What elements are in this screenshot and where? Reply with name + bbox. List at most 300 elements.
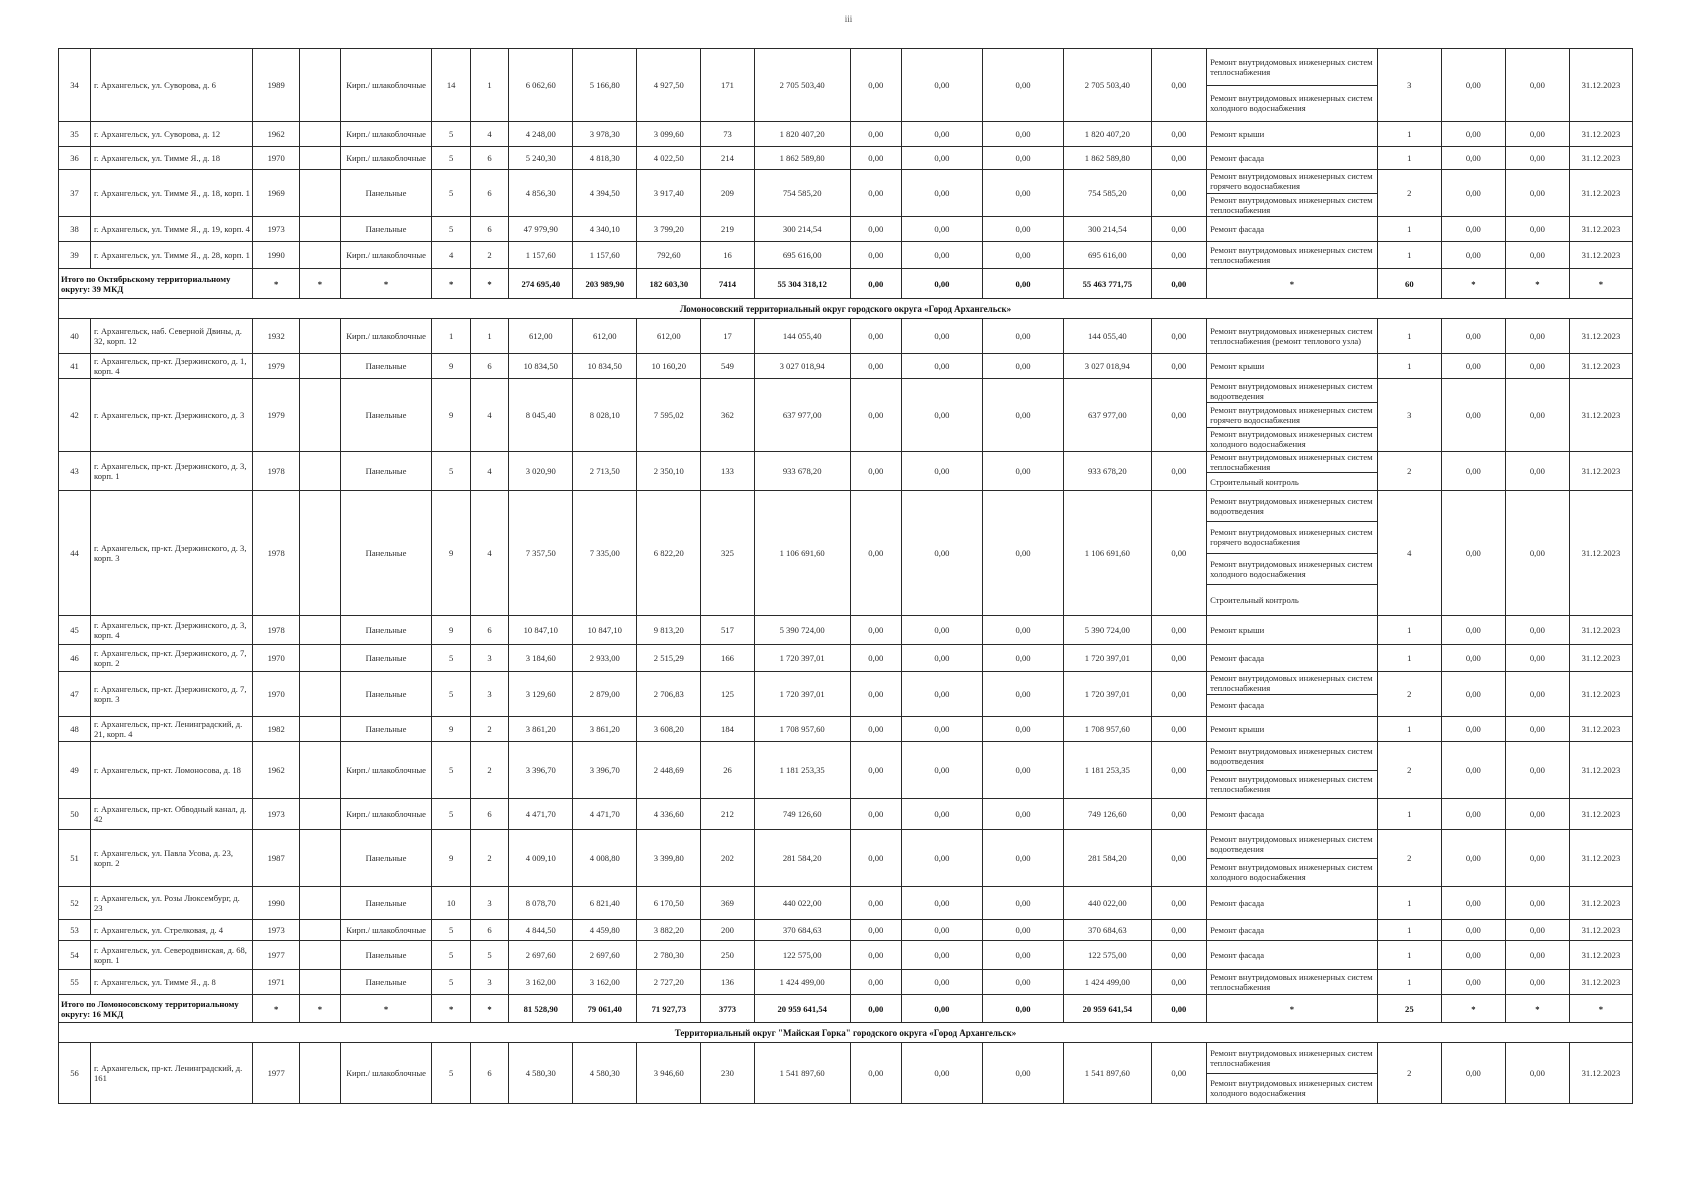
address-cell: г. Архангельск, пр-кт. Дзержинского, д. 7, корп. 2 <box>91 645 253 672</box>
work-item: Ремонт внутридомовых инженерных систем теплоснабжения <box>1207 49 1377 86</box>
residents-cell: 200 <box>701 920 754 941</box>
value-cell: 0,00 <box>1441 1043 1505 1104</box>
works-list <box>1207 672 1377 716</box>
row-number-cell: 54 <box>59 941 91 970</box>
living-area-cell: 4 336,60 <box>637 799 701 830</box>
work-item: Ремонт внутридомовых инженерных систем водоотведения <box>1207 491 1377 522</box>
entrances-cell: 3 <box>470 672 508 717</box>
residents-cell: 184 <box>701 717 754 742</box>
fund-owners-cell: 1 862 589,80 <box>1064 147 1152 170</box>
entrances-cell: 1 <box>470 319 508 354</box>
fund-other-cell: 0,00 <box>1151 170 1206 217</box>
deadline-date-cell: 31.12.2023 <box>1569 354 1632 379</box>
entrances-cell: 4 <box>470 122 508 147</box>
table-row <box>59 799 1633 830</box>
build-year-cell: 1970 <box>253 672 300 717</box>
address-cell: г. Архангельск, ул. Павла Усова, д. 23, корп. 2 <box>91 830 253 887</box>
living-area-cell: 2 780,30 <box>637 941 701 970</box>
fund-federal-cell: 0,00 <box>850 645 901 672</box>
works-list <box>1207 122 1377 146</box>
works-count-cell: 1 <box>1377 941 1441 970</box>
fund-owners-cell: 440 022,00 <box>1064 887 1152 920</box>
works-cell <box>1207 170 1378 217</box>
work-item: Ремонт внутридомовых инженерных систем холодного водоснабжения <box>1210 429 1373 450</box>
fund-regional-cell: 0,00 <box>901 941 982 970</box>
works-count-cell: 1 <box>1377 242 1441 269</box>
fund-other-cell: 0,00 <box>1151 941 1206 970</box>
value-cell: 0,00 <box>1505 452 1569 491</box>
fund-owners-cell: 370 684,63 <box>1064 920 1152 941</box>
fund-federal-cell: 0,00 <box>850 379 901 452</box>
total-area-cell: 4 844,50 <box>509 920 573 941</box>
total-cost-cell: 122 575,00 <box>754 941 850 970</box>
row-number-cell: 51 <box>59 830 91 887</box>
build-year-cell: 1970 <box>253 147 300 170</box>
table-row <box>59 319 1633 354</box>
fund-owners-cell: 3 027 018,94 <box>1064 354 1152 379</box>
floors-cell: 5 <box>432 799 470 830</box>
works-cell <box>1207 830 1378 887</box>
blank-cell <box>300 717 341 742</box>
build-year-cell: 1973 <box>253 799 300 830</box>
total-cost-cell: 749 126,60 <box>754 799 850 830</box>
fund-federal-cell: 0,00 <box>850 354 901 379</box>
works-count-cell: 3 <box>1377 379 1441 452</box>
entrances-cell: 3 <box>470 887 508 920</box>
row-number-cell: 36 <box>59 147 91 170</box>
living-area-cell: 3 882,20 <box>637 920 701 941</box>
address-cell: г. Архангельск, пр-кт. Дзержинского, д. 3 <box>91 379 253 452</box>
value-cell: 0,00 <box>1505 970 1569 995</box>
residents-cell: 219 <box>701 217 754 242</box>
value-cell: 0,00 <box>1441 830 1505 887</box>
residential-area-cell: 10 834,50 <box>573 354 637 379</box>
floors-cell: 10 <box>432 887 470 920</box>
work-item: Строительный контроль <box>1210 594 1299 605</box>
work-item: Ремонт фасада <box>1210 153 1265 163</box>
deadline-date-cell: 31.12.2023 <box>1569 970 1632 995</box>
floors-cell: 5 <box>432 170 470 217</box>
wall-material-cell: Кирп./ шлакоблочные <box>340 147 432 170</box>
blank-cell <box>300 920 341 941</box>
total-cost-cell: 3 027 018,94 <box>754 354 850 379</box>
works-cell <box>1207 920 1378 941</box>
fund-other-cell: 0,00 <box>1151 319 1206 354</box>
fund-regional-cell: 0,00 <box>901 170 982 217</box>
works-cell <box>1207 122 1378 147</box>
wall-material-cell: Кирп./ шлакоблочные <box>340 49 432 122</box>
fund-local-cell: 0,00 <box>983 452 1064 491</box>
total-value-cell: 0,00 <box>1151 995 1206 1023</box>
entrances-cell: 6 <box>470 147 508 170</box>
fund-regional-cell: 0,00 <box>901 616 982 645</box>
fund-other-cell: 0,00 <box>1151 1043 1206 1104</box>
fund-regional-cell: 0,00 <box>901 122 982 147</box>
wall-material-cell: Кирп./ шлакоблочные <box>340 742 432 799</box>
residential-area-cell: 8 028,10 <box>573 379 637 452</box>
fund-regional-cell: 0,00 <box>901 491 982 616</box>
blank-cell <box>300 319 341 354</box>
fund-regional-cell: 0,00 <box>901 799 982 830</box>
work-item: Ремонт фасада <box>1210 925 1265 935</box>
works-cell <box>1207 799 1378 830</box>
residential-area-cell: 2 713,50 <box>573 452 637 491</box>
row-number-cell: 50 <box>59 799 91 830</box>
works-list <box>1207 920 1377 940</box>
wall-material-cell: Панельные <box>340 217 432 242</box>
build-year-cell: 1973 <box>253 217 300 242</box>
total-value-cell: 55 463 771,75 <box>1064 269 1152 299</box>
table-row <box>59 887 1633 920</box>
works-list <box>1207 742 1377 798</box>
total-placeholder-cell: * <box>253 995 300 1023</box>
fund-regional-cell: 0,00 <box>901 379 982 452</box>
fund-federal-cell: 0,00 <box>850 616 901 645</box>
blank-cell <box>300 170 341 217</box>
residential-area-cell: 4 394,50 <box>573 170 637 217</box>
capital-repair-table-sheet <box>58 48 1633 1104</box>
fund-owners-cell: 1 708 957,60 <box>1064 717 1152 742</box>
works-cell <box>1207 147 1378 170</box>
works-count-cell: 2 <box>1377 830 1441 887</box>
row-number-cell: 46 <box>59 645 91 672</box>
fund-federal-cell: 0,00 <box>850 1043 901 1104</box>
living-area-cell: 3 946,60 <box>637 1043 701 1104</box>
repair-schedule-table <box>58 48 1633 1104</box>
entrances-cell: 2 <box>470 717 508 742</box>
fund-owners-cell: 1 820 407,20 <box>1064 122 1152 147</box>
residential-area-cell: 3 162,00 <box>573 970 637 995</box>
floors-cell: 9 <box>432 491 470 616</box>
fund-local-cell: 0,00 <box>983 319 1064 354</box>
fund-owners-cell: 2 705 503,40 <box>1064 49 1152 122</box>
residents-cell: 517 <box>701 616 754 645</box>
build-year-cell: 1978 <box>253 452 300 491</box>
build-year-cell: 1977 <box>253 1043 300 1104</box>
total-placeholder-cell: * <box>432 269 470 299</box>
total-cost-cell: 637 977,00 <box>754 379 850 452</box>
wall-material-cell: Панельные <box>340 887 432 920</box>
total-area-cell: 4 248,00 <box>509 122 573 147</box>
work-item: Ремонт крыши <box>1210 129 1265 139</box>
value-cell: 0,00 <box>1441 49 1505 122</box>
residential-area-cell: 6 821,40 <box>573 887 637 920</box>
blank-cell <box>300 1043 341 1104</box>
district-total-row <box>59 995 1633 1023</box>
value-cell: 0,00 <box>1441 452 1505 491</box>
fund-other-cell: 0,00 <box>1151 616 1206 645</box>
total-area-cell: 4 009,10 <box>509 830 573 887</box>
residential-area-cell: 10 847,10 <box>573 616 637 645</box>
total-placeholder-cell: * <box>340 995 432 1023</box>
works-cell <box>1207 452 1378 491</box>
value-cell: 0,00 <box>1441 491 1505 616</box>
fund-owners-cell: 1 541 897,60 <box>1064 1043 1152 1104</box>
fund-federal-cell: 0,00 <box>850 217 901 242</box>
row-number-cell: 48 <box>59 717 91 742</box>
fund-local-cell: 0,00 <box>983 147 1064 170</box>
total-value-cell: 182 603,30 <box>637 269 701 299</box>
entrances-cell: 6 <box>470 170 508 217</box>
wall-material-cell: Панельные <box>340 717 432 742</box>
address-cell: г. Архангельск, ул. Стрелковая, д. 4 <box>91 920 253 941</box>
floors-cell: 9 <box>432 354 470 379</box>
value-cell: 0,00 <box>1441 941 1505 970</box>
address-cell: г. Архангельск, пр-кт. Обводный канал, д. 42 <box>91 799 253 830</box>
value-cell: 0,00 <box>1505 717 1569 742</box>
value-cell: 0,00 <box>1441 379 1505 452</box>
fund-owners-cell: 122 575,00 <box>1064 941 1152 970</box>
fund-local-cell: 0,00 <box>983 672 1064 717</box>
fund-regional-cell: 0,00 <box>901 887 982 920</box>
row-number-cell: 49 <box>59 742 91 799</box>
fund-regional-cell: 0,00 <box>901 672 982 717</box>
work-item: Ремонт внутридомовых инженерных систем теплоснабжения <box>1210 774 1373 795</box>
works-count-cell: 1 <box>1377 920 1441 941</box>
works-count-cell: 1 <box>1377 147 1441 170</box>
entrances-cell: 1 <box>470 49 508 122</box>
row-number-cell: 44 <box>59 491 91 616</box>
works-cell <box>1207 354 1378 379</box>
fund-regional-cell: 0,00 <box>901 970 982 995</box>
value-cell: 0,00 <box>1505 379 1569 452</box>
work-item: Ремонт крыши <box>1210 625 1265 635</box>
total-cost-cell: 5 390 724,00 <box>754 616 850 645</box>
entrances-cell: 4 <box>470 452 508 491</box>
total-cost-cell: 1 424 499,00 <box>754 970 850 995</box>
residential-area-cell: 4 818,30 <box>573 147 637 170</box>
works-cell <box>1207 1043 1378 1104</box>
total-works-count: 60 <box>1377 269 1441 299</box>
deadline-date-cell: 31.12.2023 <box>1569 799 1632 830</box>
row-number-cell: 39 <box>59 242 91 269</box>
value-cell: 0,00 <box>1505 491 1569 616</box>
fund-owners-cell: 1 720 397,01 <box>1064 672 1152 717</box>
entrances-cell: 6 <box>470 217 508 242</box>
blank-cell <box>300 147 341 170</box>
total-area-cell: 4 856,30 <box>509 170 573 217</box>
total-area-cell: 10 847,10 <box>509 616 573 645</box>
fund-owners-cell: 5 390 724,00 <box>1064 616 1152 645</box>
row-number-cell: 41 <box>59 354 91 379</box>
fund-owners-cell: 144 055,40 <box>1064 319 1152 354</box>
total-placeholder-cell: * <box>470 269 508 299</box>
works-cell <box>1207 887 1378 920</box>
total-placeholder-cell: * <box>1441 995 1505 1023</box>
total-value-cell: 55 304 318,12 <box>754 269 850 299</box>
works-cell <box>1207 645 1378 672</box>
blank-cell <box>300 616 341 645</box>
residents-cell: 212 <box>701 799 754 830</box>
fund-other-cell: 0,00 <box>1151 970 1206 995</box>
build-year-cell: 1990 <box>253 887 300 920</box>
residential-area-cell: 2 697,60 <box>573 941 637 970</box>
residential-area-cell: 4 580,30 <box>573 1043 637 1104</box>
table-row <box>59 645 1633 672</box>
total-area-cell: 5 240,30 <box>509 147 573 170</box>
works-count-cell: 2 <box>1377 170 1441 217</box>
fund-federal-cell: 0,00 <box>850 672 901 717</box>
value-cell: 0,00 <box>1441 170 1505 217</box>
fund-federal-cell: 0,00 <box>850 170 901 217</box>
works-list <box>1207 830 1377 886</box>
floors-cell: 5 <box>432 672 470 717</box>
entrances-cell: 3 <box>470 970 508 995</box>
value-cell: 0,00 <box>1505 941 1569 970</box>
work-item: Строительный контроль <box>1210 476 1299 487</box>
total-area-cell: 3 162,00 <box>509 970 573 995</box>
deadline-date-cell: 31.12.2023 <box>1569 941 1632 970</box>
fund-regional-cell: 0,00 <box>901 452 982 491</box>
work-item: Ремонт фасада <box>1210 809 1265 819</box>
row-number-cell: 45 <box>59 616 91 645</box>
total-placeholder-cell: * <box>1505 995 1569 1023</box>
deadline-date-cell: 31.12.2023 <box>1569 319 1632 354</box>
entrances-cell: 2 <box>470 830 508 887</box>
work-item: Ремонт внутридомовых инженерных систем водоотведения <box>1207 742 1377 771</box>
blank-cell <box>300 242 341 269</box>
total-placeholder-cell: * <box>1569 269 1632 299</box>
row-number-cell: 47 <box>59 672 91 717</box>
total-value-cell: 0,00 <box>983 269 1064 299</box>
works-count-cell: 1 <box>1377 645 1441 672</box>
district-total-label: Итого по Октябрьскому территориальному округу: 39 МКД <box>59 269 253 299</box>
total-placeholder-cell: * <box>432 995 470 1023</box>
living-area-cell: 3 917,40 <box>637 170 701 217</box>
build-year-cell: 1970 <box>253 645 300 672</box>
work-item: Ремонт внутридомовых инженерных систем теплоснабжения <box>1207 1043 1377 1074</box>
entrances-cell: 6 <box>470 1043 508 1104</box>
works-list <box>1207 217 1377 241</box>
table-row <box>59 379 1633 452</box>
fund-other-cell: 0,00 <box>1151 379 1206 452</box>
total-placeholder-cell: * <box>340 269 432 299</box>
deadline-date-cell: 31.12.2023 <box>1569 491 1632 616</box>
deadline-date-cell: 31.12.2023 <box>1569 672 1632 717</box>
fund-local-cell: 0,00 <box>983 170 1064 217</box>
fund-regional-cell: 0,00 <box>901 645 982 672</box>
fund-local-cell: 0,00 <box>983 717 1064 742</box>
row-number-cell: 42 <box>59 379 91 452</box>
total-value-cell: 0,00 <box>901 269 982 299</box>
floors-cell: 4 <box>432 242 470 269</box>
works-count-cell: 1 <box>1377 799 1441 830</box>
build-year-cell: 1982 <box>253 717 300 742</box>
total-placeholder-cell: * <box>1569 995 1632 1023</box>
fund-federal-cell: 0,00 <box>850 122 901 147</box>
address-cell: г. Архангельск, ул. Тимме Я., д. 19, корп. 4 <box>91 217 253 242</box>
value-cell: 0,00 <box>1441 672 1505 717</box>
floors-cell: 5 <box>432 645 470 672</box>
blank-cell <box>300 887 341 920</box>
residential-area-cell: 612,00 <box>573 319 637 354</box>
build-year-cell: 1962 <box>253 122 300 147</box>
value-cell: 0,00 <box>1441 742 1505 799</box>
row-number-cell: 43 <box>59 452 91 491</box>
living-area-cell: 2 706,83 <box>637 672 701 717</box>
works-count-cell: 1 <box>1377 717 1441 742</box>
residents-cell: 369 <box>701 887 754 920</box>
total-value-cell: 3773 <box>701 995 754 1023</box>
fund-federal-cell: 0,00 <box>850 452 901 491</box>
floors-cell: 9 <box>432 616 470 645</box>
residential-area-cell: 3 978,30 <box>573 122 637 147</box>
district-section-row <box>59 1023 1633 1043</box>
value-cell: 0,00 <box>1505 354 1569 379</box>
works-list <box>1207 491 1377 615</box>
fund-owners-cell: 1 424 499,00 <box>1064 970 1152 995</box>
fund-other-cell: 0,00 <box>1151 242 1206 269</box>
work-item: Ремонт фасада <box>1210 224 1265 234</box>
fund-regional-cell: 0,00 <box>901 1043 982 1104</box>
fund-federal-cell: 0,00 <box>850 887 901 920</box>
fund-local-cell: 0,00 <box>983 887 1064 920</box>
deadline-date-cell: 31.12.2023 <box>1569 616 1632 645</box>
fund-federal-cell: 0,00 <box>850 920 901 941</box>
fund-federal-cell: 0,00 <box>850 799 901 830</box>
table-row <box>59 742 1633 799</box>
fund-federal-cell: 0,00 <box>850 491 901 616</box>
residents-cell: 125 <box>701 672 754 717</box>
total-placeholder-cell: * <box>1441 269 1505 299</box>
value-cell: 0,00 <box>1505 49 1569 122</box>
row-number-cell: 56 <box>59 1043 91 1104</box>
wall-material-cell: Панельные <box>340 970 432 995</box>
works-count-cell: 2 <box>1377 672 1441 717</box>
floors-cell: 5 <box>432 147 470 170</box>
works-list <box>1207 242 1377 268</box>
fund-other-cell: 0,00 <box>1151 830 1206 887</box>
living-area-cell: 4 022,50 <box>637 147 701 170</box>
build-year-cell: 1932 <box>253 319 300 354</box>
total-cost-cell: 933 678,20 <box>754 452 850 491</box>
fund-regional-cell: 0,00 <box>901 147 982 170</box>
total-value-cell: 0,00 <box>850 269 901 299</box>
entrances-cell: 6 <box>470 799 508 830</box>
table-row <box>59 616 1633 645</box>
build-year-cell: 1971 <box>253 970 300 995</box>
fund-federal-cell: 0,00 <box>850 970 901 995</box>
fund-regional-cell: 0,00 <box>901 242 982 269</box>
fund-local-cell: 0,00 <box>983 920 1064 941</box>
residential-area-cell: 4 008,80 <box>573 830 637 887</box>
row-number-cell: 40 <box>59 319 91 354</box>
living-area-cell: 2 350,10 <box>637 452 701 491</box>
build-year-cell: 1977 <box>253 941 300 970</box>
deadline-date-cell: 31.12.2023 <box>1569 242 1632 269</box>
blank-cell <box>300 491 341 616</box>
total-placeholder-cell: * <box>300 269 341 299</box>
fund-local-cell: 0,00 <box>983 616 1064 645</box>
living-area-cell: 4 927,50 <box>637 49 701 122</box>
address-cell: г. Архангельск, пр-кт. Дзержинского, д. 3, корп. 4 <box>91 616 253 645</box>
table-row <box>59 941 1633 970</box>
fund-owners-cell: 1 181 253,35 <box>1064 742 1152 799</box>
blank-cell <box>300 672 341 717</box>
total-works-count: 25 <box>1377 995 1441 1023</box>
works-count-cell: 1 <box>1377 354 1441 379</box>
works-list <box>1207 49 1377 121</box>
table-row <box>59 970 1633 995</box>
fund-local-cell: 0,00 <box>983 379 1064 452</box>
entrances-cell: 6 <box>470 354 508 379</box>
build-year-cell: 1979 <box>253 379 300 452</box>
fund-federal-cell: 0,00 <box>850 49 901 122</box>
works-cell <box>1207 379 1378 452</box>
build-year-cell: 1979 <box>253 354 300 379</box>
fund-regional-cell: 0,00 <box>901 742 982 799</box>
work-item: Ремонт внутридомовых инженерных систем теплоснабжения (ремонт теплового узла) <box>1210 326 1373 346</box>
